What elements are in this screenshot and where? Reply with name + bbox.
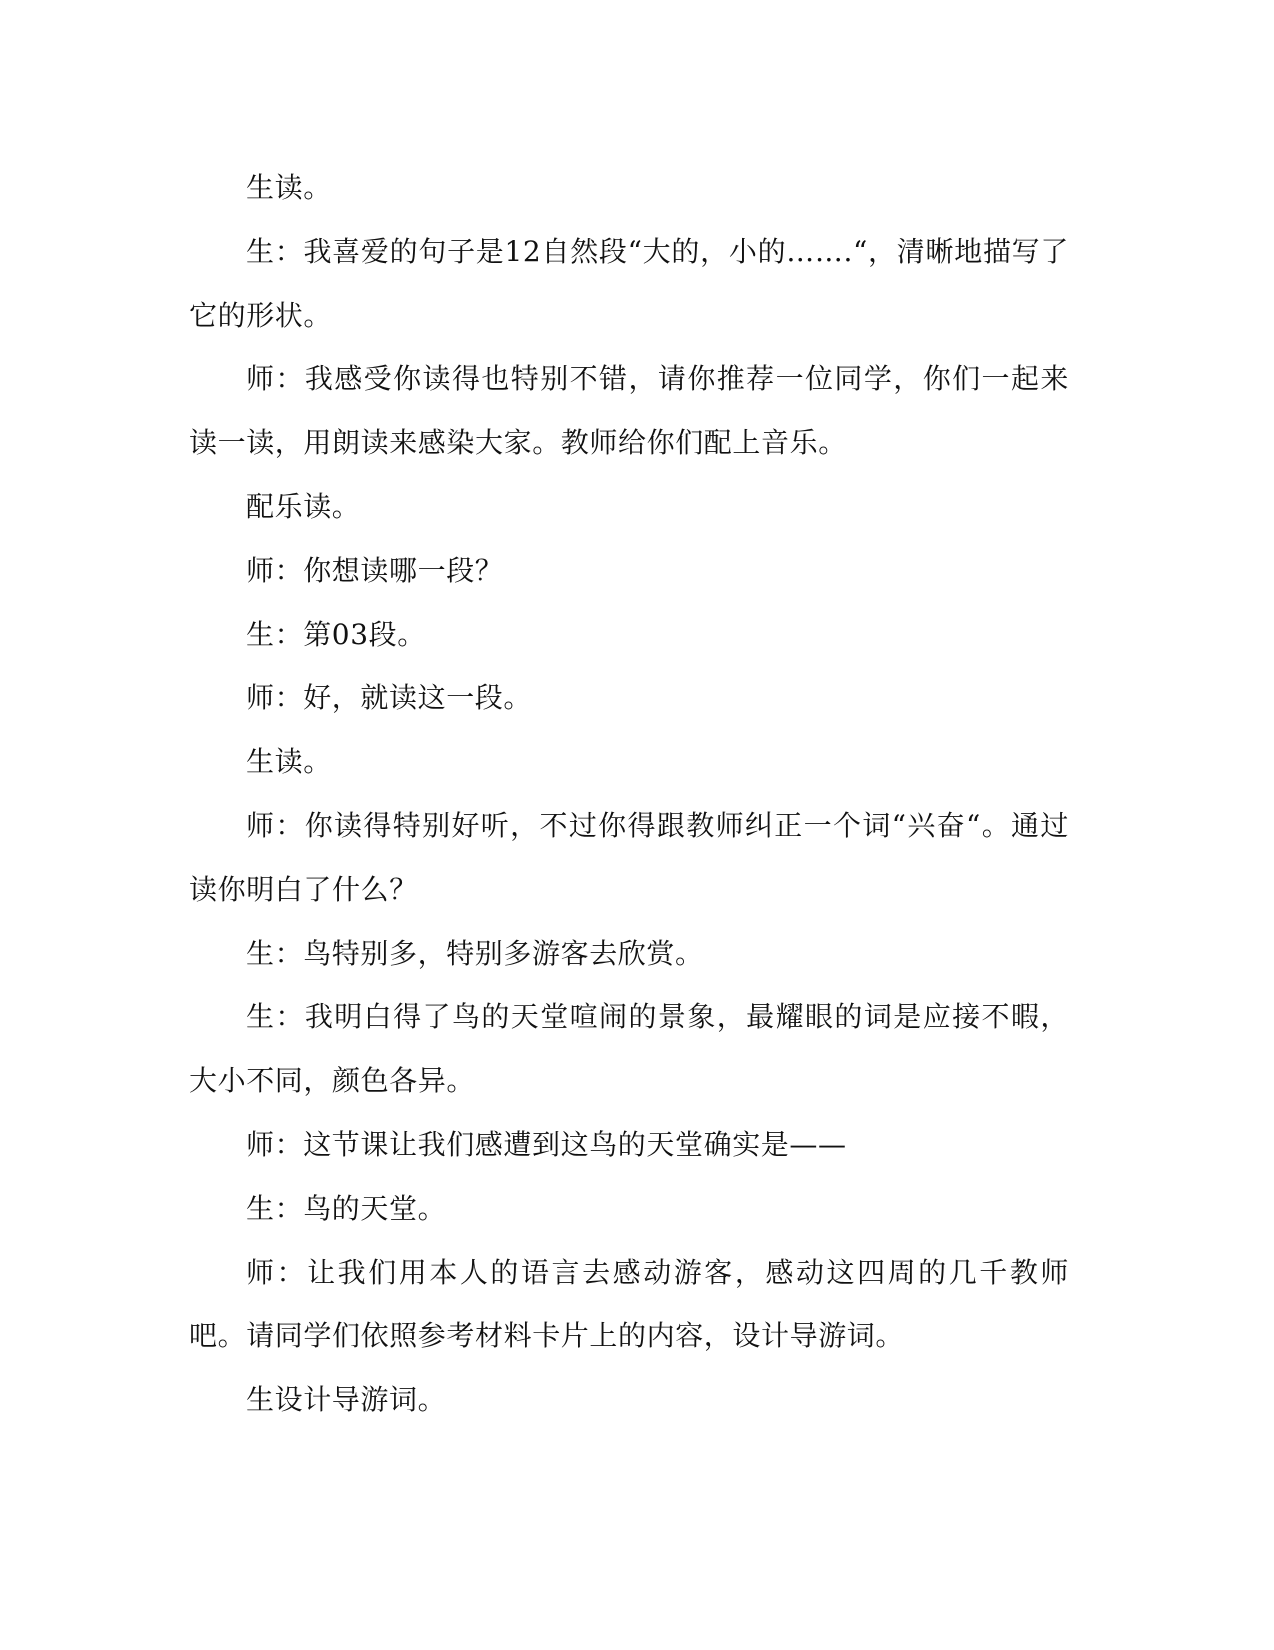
paragraph: 配乐读。: [246, 489, 361, 523]
paragraph: 师：你读得特别好听，不过你得跟教师纠正一个词“兴奋“。通过读你明白了什么？: [189, 808, 1069, 906]
paragraph: 师：我感受你读得也特别不错，请你推荐一位同学，你们一起来读一读，用朗读来感染大家。教师给你们配上音乐。: [189, 362, 1069, 460]
paragraph: 生读。: [246, 745, 332, 779]
paragraph: 生：我喜爱的句子是12自然段“大的，小的…….“，清晰地描写了它的形状。: [189, 234, 1069, 332]
document-body: [189, 156, 1069, 1432]
paragraph: 生：鸟的天堂。: [246, 1191, 447, 1225]
paragraph: 生：我明白得了鸟的天堂喧闹的景象，最耀眼的词是应接不暇，大小不同，颜色各异。: [189, 1000, 1069, 1098]
paragraph: 生读。: [246, 171, 332, 204]
paragraph: 生设计导游词。: [246, 1383, 447, 1417]
paragraph: 师：好，就读这一段。: [246, 681, 533, 715]
paragraph: 师：你想读哪一段？: [246, 553, 504, 587]
paragraph: 生：第03段。: [246, 617, 426, 651]
paragraph: 生：鸟特别多，特别多游客去欣赏。: [246, 936, 704, 970]
paragraph: 师：这节课让我们感遭到这鸟的天堂确实是——: [246, 1127, 847, 1161]
paragraph: 师：让我们用本人的语言去感动游客，感动这四周的几千教师吧。请同学们依照参考材料卡片上的内容，设计导游词。: [189, 1255, 1069, 1353]
